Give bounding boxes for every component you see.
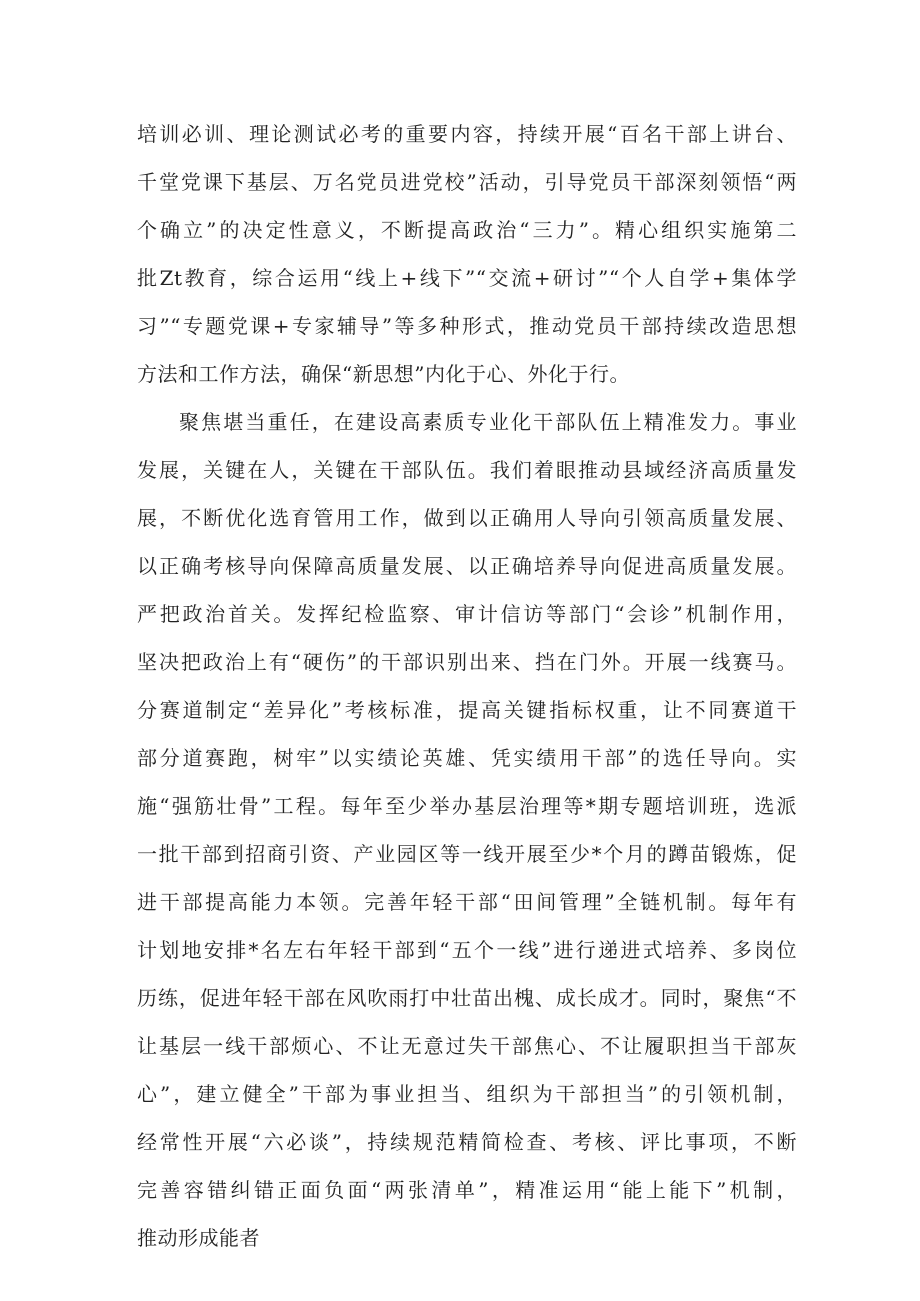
text-line: 严把政治首关。发挥纪检监察、审计信访等部门“会诊”机制作用， [137,602,797,626]
text-line: 经常性开展“六必谈”，持续规范精简检查、考核、评比事项，不断 [137,1130,797,1154]
text-line: 部分道赛跑，树牢”以实绩论英雄、凭实绩用干部”的选任导向。实 [137,746,797,770]
text-line: 完善容错纠错正面负面“两张清单”，精准运用“能上能下”机制， [137,1178,797,1202]
text-line: 展，不断优化选育管用工作，做到以正确用人导向引领高质量发展、 [137,506,797,530]
text-line: 发展，关键在人，关键在干部队伍。我们着眼推动县域经济高质量发 [137,458,797,482]
text-line: 一批干部到招商引资、产业园区等一线开展至少*个月的蹲苗锻炼，促 [137,842,797,866]
text-line: 历练，促进年轻干部在风吹雨打中壮苗出槐、成长成才。同时，聚焦“不 [137,986,797,1010]
text-line: 推动形成能者 [137,1226,260,1250]
text-line: 计划地安排*名左右年轻干部到“五个一线”进行递进式培养、多岗位 [137,938,797,962]
paragraph-first-line: 聚焦堪当重任，在建设高素质专业化干部队伍上精准发力。事业 [179,410,797,434]
text-line: 心”，建立健全”干部为事业担当、组织为干部担当”的引领机制， [137,1082,797,1106]
text-line: 坚决把政治上有“硬伤”的干部识别出来、挡在门外。开展一线赛马。 [137,650,797,674]
text-line: 以正确考核导向保障高质量发展、以正确培养导向促进高质量发展。 [137,554,797,578]
text-line: 让基层一线干部烦心、不让无意过失干部焦心、不让履职担当干部灰 [137,1034,797,1058]
text-line: 进干部提高能力本领。完善年轻干部“田间管理”全链机制。每年有 [137,890,797,914]
text-line: 施“强筋壮骨”工程。每年至少举办基层治理等*期专题培训班，选派 [137,794,797,818]
text-line: 习”“专题党课+专家辅导”等多种形式，推动党员干部持续改造思想 [137,314,797,338]
text-line: 培训必训、理论测试必考的重要内容，持续开展“百名干部上讲台、 [137,122,797,146]
document-body [137,110,797,1262]
text-line: 分赛道制定“差异化”考核标准，提高关键指标权重，让不同赛道干 [137,698,797,722]
text-line: 批Zt教育，综合运用“线上+线下”“交流+研讨”“个人自学+集体学 [137,266,797,290]
text-line: 千堂党课下基层、万名党员进党校”活动，引导党员干部深刻领悟“两 [137,170,797,194]
text-line: 方法和工作方法，确保“新思想”内化于心、外化于行。 [137,362,630,386]
text-line: 个确立”的决定性意义，不断提高政治“三力”。精心组织实施第二 [137,218,797,242]
